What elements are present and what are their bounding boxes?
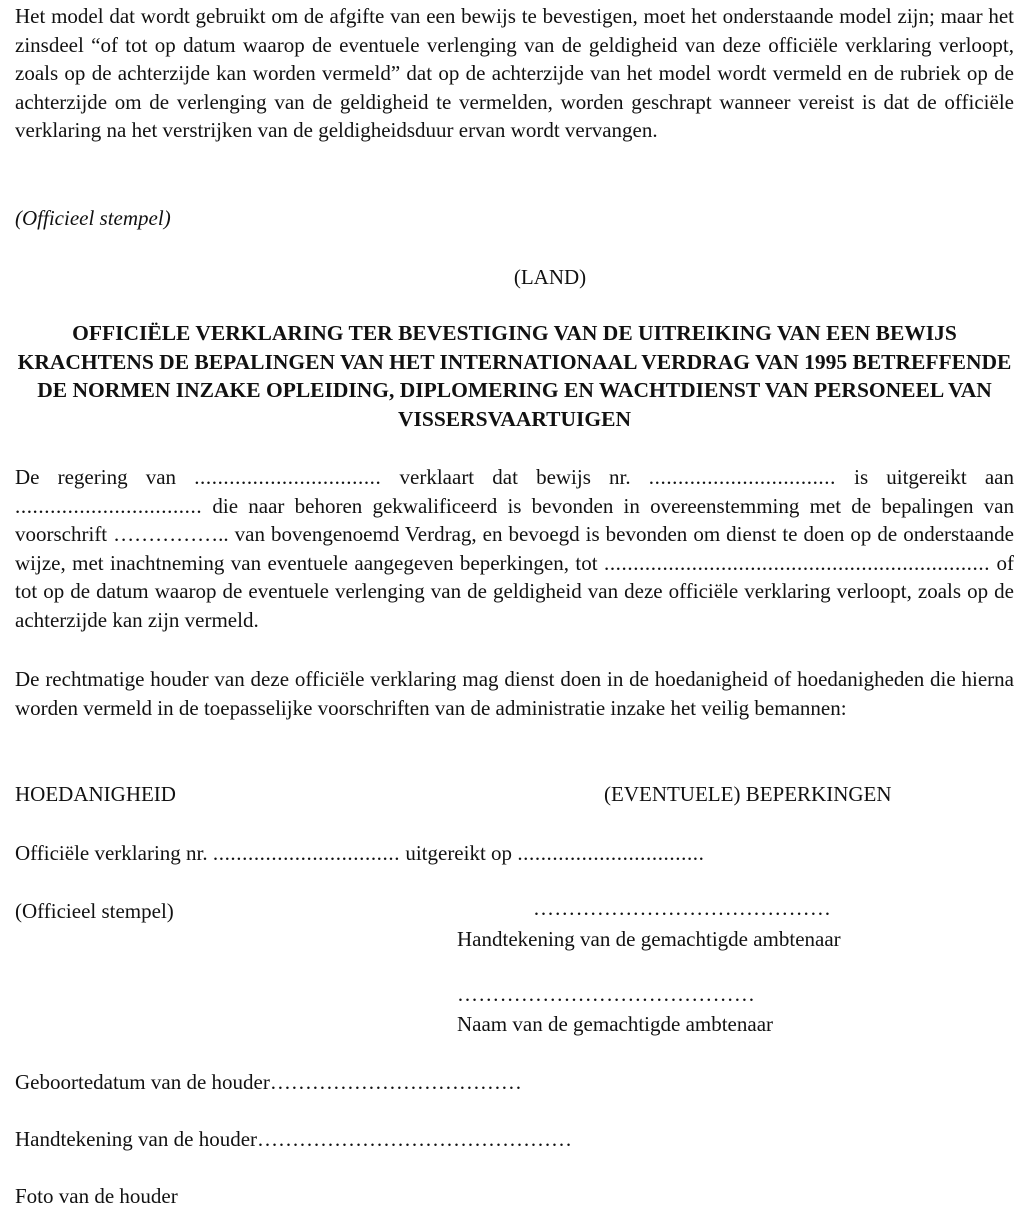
official-signature-field[interactable]: ……………………………………: [533, 896, 832, 920]
official-stamp-italic: (Officieel stempel): [15, 206, 171, 230]
issued-on-label: uitgereikt op: [400, 841, 518, 865]
official-name-label: Naam van de gemachtigde ambtenaar: [457, 1012, 774, 1036]
limitations-header: (EVENTUELE) BEPERKINGEN: [604, 782, 892, 806]
holder-birthdate-label: Geboortedatum van de houder: [15, 1070, 270, 1094]
holder-signature-label: Handtekening van de houder: [15, 1127, 258, 1151]
body-text-5: van bovengenoemd Verdrag, en bevoegd is bevonden om dienst te doen op de onderstaande wijze, met inachtneming van eventuele aangegeven beperkingen, tot: [15, 522, 1014, 575]
certificate-number-field[interactable]: ................................: [212, 841, 401, 865]
body-text-2: verklaart dat bewijs nr.: [381, 465, 649, 489]
government-blank[interactable]: ................................: [194, 465, 382, 489]
country-placeholder: (LAND): [513, 265, 587, 289]
recipient-blank[interactable]: ................................: [15, 493, 203, 518]
issued-on-field[interactable]: ................................: [517, 841, 705, 865]
holder-birthdate-field[interactable]: ………………………………: [269, 1070, 522, 1094]
holder-signature-field[interactable]: ………………………………………: [257, 1127, 573, 1151]
official-name-field[interactable]: ……………………………………: [457, 982, 756, 1006]
body-paragraph: [15, 463, 1014, 634]
regulation-blank[interactable]: ……………..: [113, 522, 229, 546]
official-stamp: (Officieel stempel): [15, 899, 174, 923]
certificate-number-blank[interactable]: ................................: [648, 465, 836, 489]
holder-signature-line: [15, 1125, 572, 1153]
certificate-number-line: [15, 839, 705, 867]
official-signature-label: Handtekening van de gemachtigde ambtenaar: [457, 927, 841, 951]
capacity-header: HOEDANIGHEID: [15, 782, 176, 806]
certificate-number-label: Officiële verklaring nr.: [15, 841, 213, 865]
holder-photo-label: Foto van de houder: [15, 1184, 178, 1208]
body-text-6: of tot op de datum waarop de eventuele verlenging van de geldigheid van deze officiële verklaring verloopt, zoals op de achterzijde kan zijn vermeld.: [15, 550, 1014, 632]
body-text-4: die naar behoren gekwalificeerd is bevonden in overeenstemming met de bepalingen van voorschrift: [15, 493, 1014, 546]
holder-birthdate-line: [15, 1068, 522, 1096]
intro-paragraph: Het model dat wordt gebruikt om de afgifte van een bewijs te bevestigen, moet het onderstaande model zijn; maar het zinsdeel “of tot op datum waarop de eventuele verlenging van de geldigheid van deze officiële verklaring verloopt, zoals op de achterzijde kan worden vermeld” dat op de achterzijde van het model wordt vermeld en de rubriek op de achterzijde om de verlenging van de geldigheid te vermelden, worden geschrapt wanneer vereist is dat de officiële verklaring na het verstrijken van de geldigheidsduur ervan wordt vervangen.: [15, 4, 1014, 142]
body-text-3: is uitgereikt aan: [835, 465, 1014, 489]
document-title: OFFICIËLE VERKLARING TER BEVESTIGING VAN DE UITREIKING VAN EEN BEWIJS KRACHTENS DE BEPALINGEN VAN HET INTERNATIONAAL VERDRAG VAN 1995 BETREFFENDE DE NORMEN INZAKE OPLEIDING, DIPLOMERING EN WACHTDIENST VAN PERSONEEL VAN VISSERSVAARTUIGEN: [17, 321, 1012, 431]
body-text-1: De regering van: [15, 465, 195, 489]
valid-until-blank[interactable]: ..................................................................: [603, 550, 991, 575]
holder-paragraph: De rechtmatige houder van deze officiële verklaring mag dienst doen in de hoedanigheid of hoedanigheden die hierna worden vermeld in de toepasselijke voorschriften van de administratie inzake het veilig bemannen:: [15, 667, 1014, 720]
